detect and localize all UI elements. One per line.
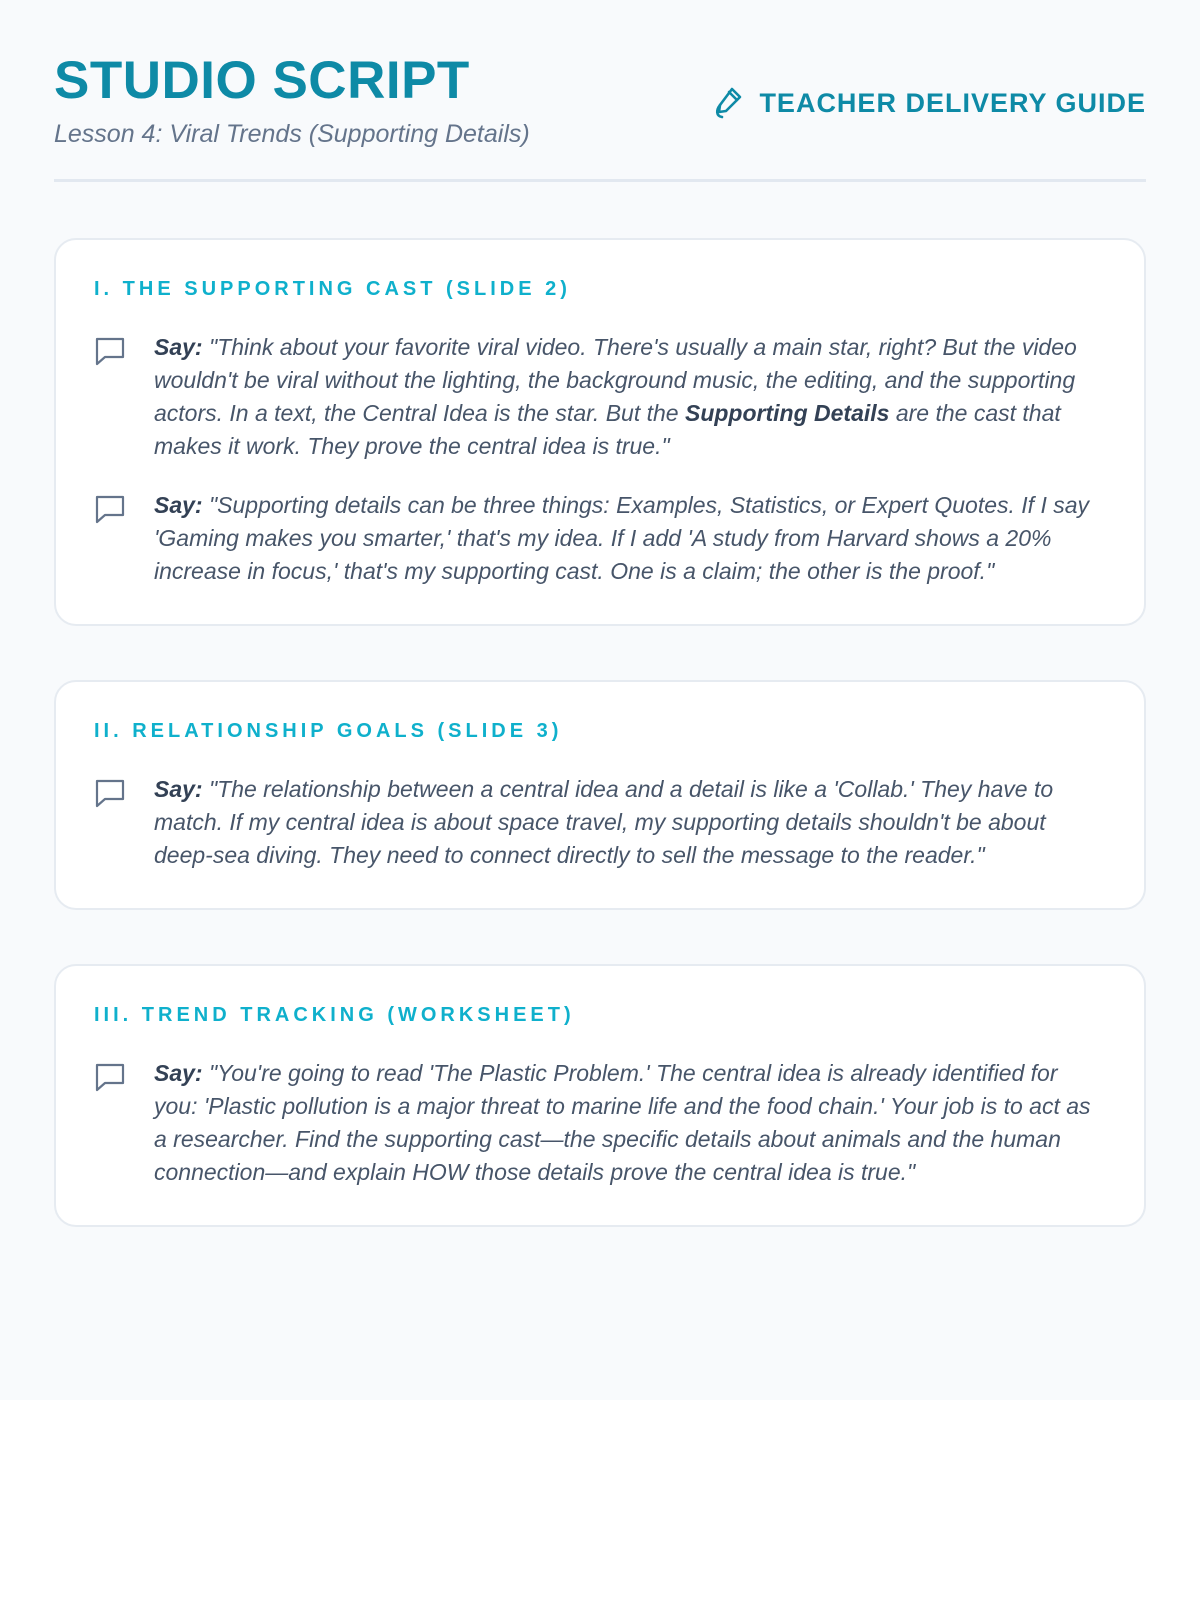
script-item xyxy=(94,773,1106,872)
script-text xyxy=(154,773,1106,872)
say-label: Say: xyxy=(154,1060,203,1087)
section-heading: III. TREND TRACKING (WORKSHEET) xyxy=(94,1004,575,1027)
script-text-part: "Think about your favorite viral video. There's usually a main star, right? But the video wouldn't be viral without the lighting, the background music, the editing, and the supporting actors. In a text, the Central Idea is the star. But the xyxy=(154,334,1077,427)
page-subtitle: Lesson 4: Viral Trends (Supporting Details) xyxy=(54,120,530,149)
script-text-part: "Supporting details can be three things: Examples, Statistics, or Expert Quotes. If I say 'Gaming makes you smarter,' that's my idea. If I add 'A study from Harvard shows a 20% increase in focus,' that's my supporting cast. One is a claim; the other is the proof." xyxy=(154,492,1090,585)
script-text xyxy=(154,331,1106,463)
speech-bubble-icon xyxy=(94,1061,126,1093)
pen-icon xyxy=(713,86,743,120)
speech-bubble-icon xyxy=(94,493,126,525)
speech-bubble-icon xyxy=(94,777,126,809)
delivery-guide-text: TEACHER DELIVERY GUIDE xyxy=(759,87,1146,118)
section-heading: II. RELATIONSHIP GOALS (SLIDE 3) xyxy=(94,720,563,743)
section-card-relationship-goals xyxy=(54,680,1146,910)
header xyxy=(54,52,1146,182)
page-title: STUDIO SCRIPT xyxy=(54,51,470,110)
script-item xyxy=(94,489,1106,588)
script-text xyxy=(154,489,1106,588)
script-item xyxy=(94,331,1106,463)
say-label: Say: xyxy=(154,776,203,803)
script-text xyxy=(154,1057,1106,1189)
delivery-guide-label xyxy=(713,86,1146,120)
say-label: Say: xyxy=(154,334,203,361)
speech-bubble-icon xyxy=(94,335,126,367)
script-item xyxy=(94,1057,1106,1189)
script-text-part: "You're going to read 'The Plastic Problem.' The central idea is already identified for you: 'Plastic pollution is a major threat to marine life and the food chain.' Your job is to act as a researcher. Find the supporting cast—the specific details about animals and the human connection—and explain HOW those details prove the central idea is true." xyxy=(154,1060,1091,1186)
section-heading: I. THE SUPPORTING CAST (SLIDE 2) xyxy=(94,278,571,301)
section-card-supporting-cast xyxy=(54,238,1146,626)
emphasis-text: Supporting Details xyxy=(684,400,890,427)
script-text-part: are the cast that makes it work. They prove the central idea is true." xyxy=(154,400,1061,460)
say-label: Say: xyxy=(154,492,203,519)
title-block xyxy=(54,52,530,149)
section-card-trend-tracking xyxy=(54,964,1146,1227)
script-text-part: "The relationship between a central idea and a detail is like a 'Collab.' They have to match. If my central idea is about space travel, my supporting details shouldn't be about deep-sea diving. They need to connect directly to sell the message to the reader." xyxy=(154,776,1054,869)
